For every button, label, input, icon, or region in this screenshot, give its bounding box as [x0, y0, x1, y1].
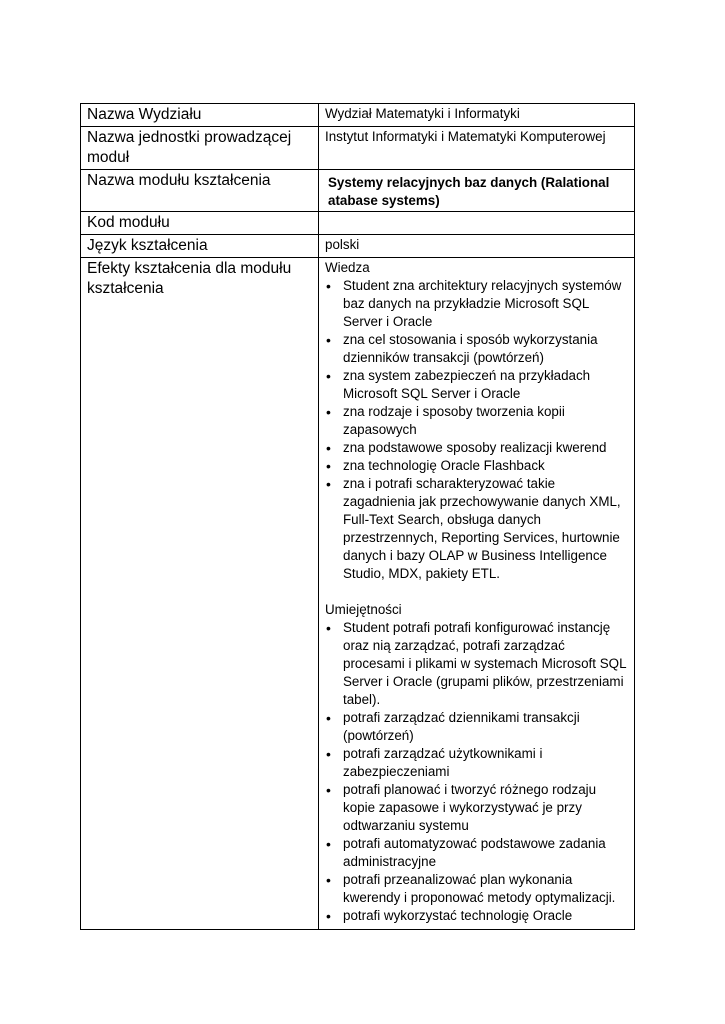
row-value-faculty: Wydział Matematyki i Informatyki: [319, 104, 635, 127]
row-label-module-name: Nazwa modułu kształcenia: [81, 170, 319, 212]
table-row: [81, 212, 635, 235]
row-value-module-code: [319, 212, 635, 235]
row-value-unit: Instytut Informatyki i Matematyki Komputerowej: [319, 127, 635, 170]
list-item: • zna podstawowe sposoby realizacji kwerend: [325, 439, 630, 457]
row-label-unit: Nazwa jednostki prowadzącej moduł: [81, 127, 319, 170]
list-item: • potrafi zarządzać użytkownikami i zabezpieczeniami: [325, 745, 630, 781]
row-value-language: polski: [319, 235, 635, 258]
skills-heading: Umiejętności: [325, 602, 402, 617]
table-row: [81, 170, 635, 212]
table-row: [81, 258, 635, 930]
list-item: • potrafi zarządzać dziennikami transakcji (powtórzeń): [325, 709, 630, 745]
row-value-module-name: Systemy relacyjnych baz danych (Ralational atabase systems): [319, 170, 635, 212]
section-spacer: [325, 583, 630, 601]
list-item: • Student potrafi potrafi konfigurować instancję oraz nią zarządzać, potrafi zarządzać procesami i plikami w systemach Microsoft SQL Server i Oracle (grupami plików, przestrzeniami tabel).: [325, 619, 630, 709]
list-item: • potrafi przeanalizować plan wykonania kwerendy i proponować metody optymalizacji.: [325, 871, 630, 907]
list-item: • potrafi planować i tworzyć różnego rodzaju kopie zapasowe i wykorzystywać je przy odtwarzaniu systemu: [325, 781, 630, 835]
row-label-learning-outcomes: Efekty kształcenia dla modułu kształcenia: [81, 258, 319, 930]
row-label-faculty: Nazwa Wydziału: [81, 104, 319, 127]
table-row: [81, 235, 635, 258]
list-item: • zna i potrafi scharakteryzować takie zagadnienia jak przechowywanie danych XML, Full-Text Search, obsługa danych przestrzennych, Reporting Services, hurtownie danych i bazy OLAP w Business Intelligence Studio, MDX, pakiety ETL.: [325, 475, 630, 583]
list-item: • potrafi automatyzować podstawowe zadania administracyjne: [325, 835, 630, 871]
learning-outcomes-cell: [319, 258, 635, 930]
list-item: • zna cel stosowania i sposób wykorzystania dzienników transakcji (powtórzeń): [325, 331, 630, 367]
module-info-table: [80, 103, 635, 930]
table-row: [81, 104, 635, 127]
knowledge-list: [325, 277, 630, 583]
row-label-module-code: Kod modułu: [81, 212, 319, 235]
row-label-language: Język kształcenia: [81, 235, 319, 258]
skills-list: [325, 619, 630, 925]
knowledge-heading: Wiedza: [325, 260, 370, 275]
table-row: [81, 127, 635, 170]
list-item: • potrafi wykorzystać technologię Oracle: [325, 907, 630, 925]
list-item: • zna technologię Oracle Flashback: [325, 457, 630, 475]
list-item: • zna rodzaje i sposoby tworzenia kopii zapasowych: [325, 403, 630, 439]
list-item: • Student zna architektury relacyjnych systemów baz danych na przykładzie Microsoft SQL Server i Oracle: [325, 277, 630, 331]
list-item: • zna system zabezpieczeń na przykładach Microsoft SQL Server i Oracle: [325, 367, 630, 403]
